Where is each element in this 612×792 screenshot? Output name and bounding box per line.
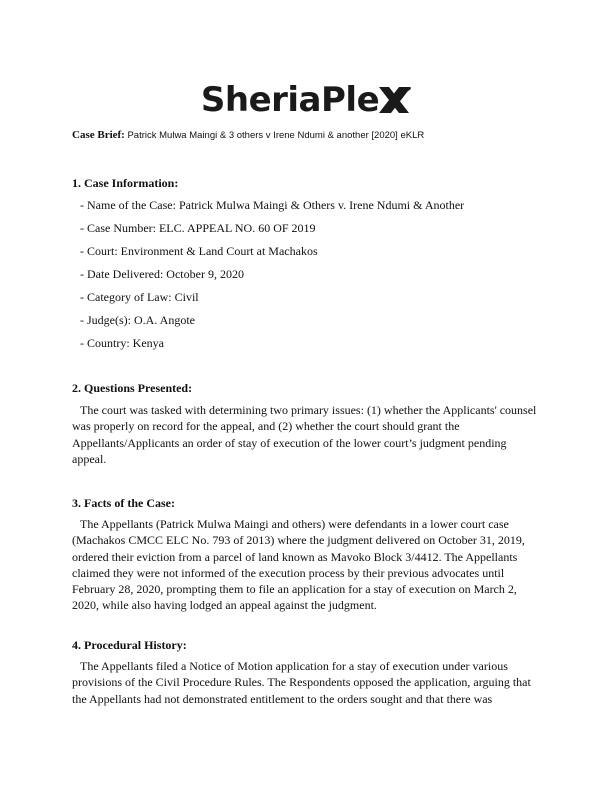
case-info-item: - Category of Law: Civil [80,290,199,304]
case-info-item: - Name of the Case: Patrick Mulwa Maingi & Others v. Irene Ndumi & Another [80,198,465,212]
section-heading-questions-presented: 2. Questions Presented: [72,381,193,395]
case-info-item: - Case Number: ELC. APPEAL NO. 60 OF 2019 [80,221,316,235]
sheriaplex-logo [0,82,612,118]
section-heading-procedural-history: 4. Procedural History: [72,638,187,652]
facts-paragraph: The Appellants (Patrick Mulwa Maingi and others) were defendants in a lower court case (Machakos CMCC ELC No. 793 of 2013) where the judgment delivered on October 31, 2019, ordered their eviction from a parcel of land known as Mavoko Block 3/4412. The Appellants claimed they were not informed of the execution process by their previous advocates until February 28, 2020, prompting them to file an application for a stay of execution on March 2, 2020, while also having lodged an appeal against the judgment. [72,517,525,613]
questions-paragraph: The court was tasked with determining two primary issues: (1) whether the Applicants' counsel was properly on record for the appeal, and (2) whether the court should grant the Appellants/Applicants an order of stay of execution of the lower court’s judgment pending appeal. [72,403,537,466]
logo-x-mark-icon [377,85,411,115]
section-heading-facts: 3. Facts of the Case: [72,496,175,510]
case-brief-line [72,128,424,143]
case-brief-title: Patrick Mulwa Maingi & 3 others v Irene Ndumi & another [2020] eKLR [127,130,425,141]
case-info-item: - Court: Environment & Land Court at Machakos [80,244,318,258]
case-info-item: - Judge(s): O.A. Angote [80,313,195,327]
case-info-item: - Date Delivered: October 9, 2020 [80,267,244,281]
procedural-history-paragraph: The Appellants filed a Notice of Motion application for a stay of execution under various provisions of the Civil Procedure Rules. The Respondents opposed the application, arguing that the Appellants had not demonstrated entitlement to the orders sought and that there was [72,659,531,706]
case-brief-label: Case Brief: [72,129,125,141]
logo-text: SheriaPle [200,80,380,120]
case-info-item: - Country: Kenya [80,336,164,350]
section-heading-case-information: 1. Case Information: [72,176,179,190]
